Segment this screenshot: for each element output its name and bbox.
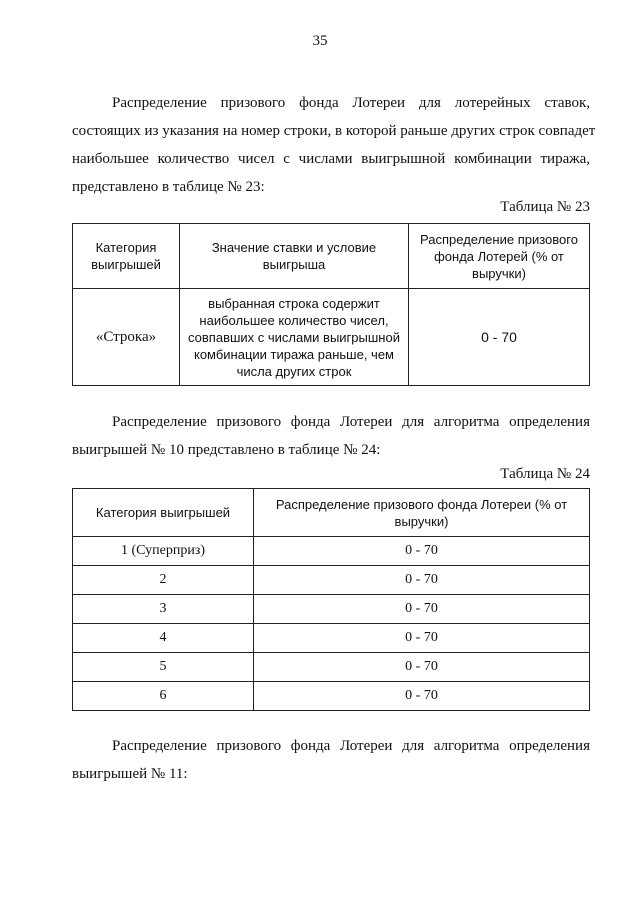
paragraph-line: выигрышей № 11: <box>72 766 188 782</box>
paragraph-line: Распределение призового фонда Лотереи для лотерейных ставок, <box>112 95 590 111</box>
table24-caption: Таблица № 24 <box>500 466 590 482</box>
table23-cell-category: «Строка» <box>73 289 180 386</box>
table-row <box>73 289 590 386</box>
table24-cell-category: 3 <box>73 595 254 624</box>
table23-cell-condition: выбранная строка содержит наибольшее количество чисел, совпавших с числами выигрышной комбинации тиража раньше, чем числа других строк <box>180 289 409 386</box>
table24-cell-category: 4 <box>73 624 254 653</box>
paragraph-line: наибольшее количество чисел с числами выигрышной комбинации тиража, <box>72 151 590 167</box>
table24-cell-share: 0 - 70 <box>254 566 590 595</box>
table24-cell-share: 0 - 70 <box>254 653 590 682</box>
table23-header-category: Категория выигрышей <box>73 224 180 289</box>
paragraph-algorithm-11-intro <box>72 732 590 788</box>
table-row <box>73 653 590 682</box>
table23-cell-share: 0 - 70 <box>409 289 590 386</box>
table24-cell-share: 0 - 70 <box>254 682 590 711</box>
page-number: 35 <box>312 33 328 49</box>
table-row <box>73 624 590 653</box>
table24-cell-category: 2 <box>73 566 254 595</box>
paragraph-line: Распределение призового фонда Лотереи для алгоритма определения <box>112 738 590 754</box>
paragraph-table23-intro <box>72 89 596 201</box>
table24-cell-category: 5 <box>73 653 254 682</box>
table23-caption: Таблица № 23 <box>500 199 590 215</box>
paragraph-line: Распределение призового фонда Лотереи для алгоритма определения <box>112 414 590 430</box>
table-23 <box>72 223 590 386</box>
table24-header-category: Категория выигрышей <box>73 489 254 537</box>
table24-cell-category: 1 (Суперприз) <box>73 537 254 566</box>
table24-cell-share: 0 - 70 <box>254 537 590 566</box>
table24-header-share: Распределение призового фонда Лотереи (% от выручки) <box>254 489 590 537</box>
table24-cell-category: 6 <box>73 682 254 711</box>
table24-cell-share: 0 - 70 <box>254 624 590 653</box>
table24-cell-share: 0 - 70 <box>254 595 590 624</box>
paragraph-line: выигрышей № 10 представлено в таблице № 24: <box>72 442 381 458</box>
table23-header-share: Распределение призового фонда Лотерей (% от выручки) <box>409 224 590 289</box>
table-row <box>73 682 590 711</box>
paragraph-line: представлено в таблице № 23: <box>72 179 265 195</box>
table-row <box>73 595 590 624</box>
table-row <box>73 566 590 595</box>
table-row <box>73 537 590 566</box>
table-24 <box>72 488 590 711</box>
table23-header-condition: Значение ставки и условие выигрыша <box>180 224 409 289</box>
paragraph-table24-intro <box>72 408 590 464</box>
paragraph-line: состоящих из указания на номер строки, в которой раньше других строк совпадет <box>72 123 596 139</box>
